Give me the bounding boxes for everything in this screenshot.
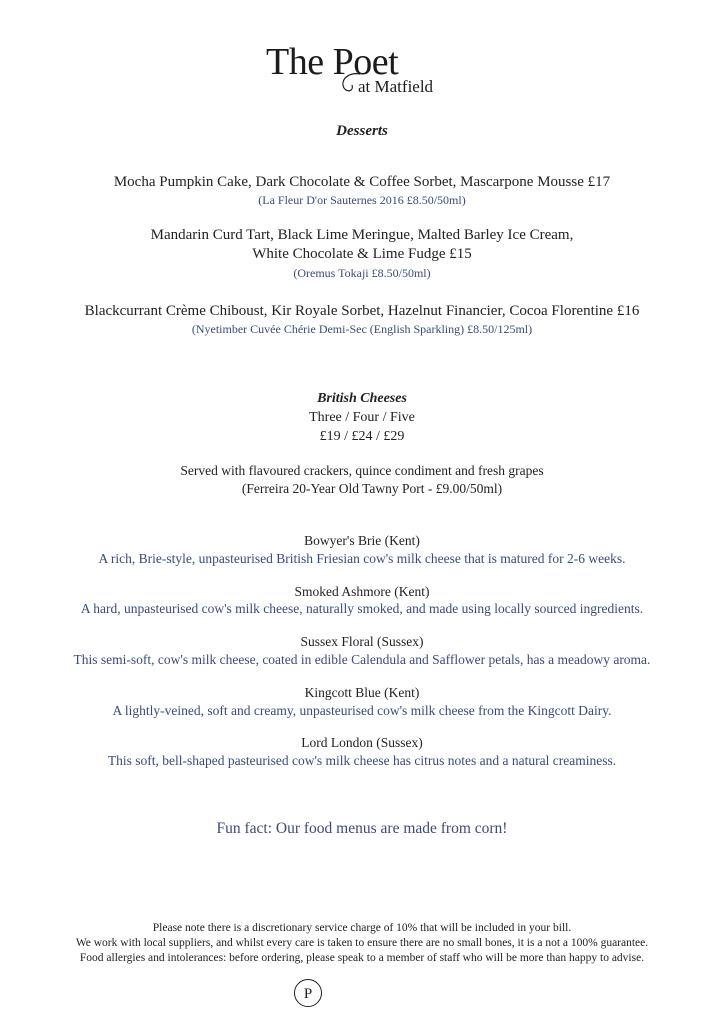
fun-fact: Fun fact: Our food menus are made from corn! [216,820,508,837]
dessert-item-2-line-1: Mandarin Curd Tart, Black Lime Meringue, Malted Barley Ice Cream, [150,227,574,243]
cheese-desc-3: This semi-soft, cow's milk cheese, coated in edible Calendula and Safflower petals, has a meadowy aroma. [73,652,651,667]
cheese-served-with: Served with flavoured crackers, quince condiment and fresh grapes [180,463,544,478]
desserts-heading: Desserts [336,123,388,139]
dessert-item-3-pairing: (Nyetimber Cuvée Chérie Demi-Sec (English Sparkling) £8.50/125ml) [191,322,533,336]
dessert-item-1: Mocha Pumpkin Cake, Dark Chocolate & Coffee Sorbet, Mascarpone Mousse £17 [113,174,611,190]
dessert-item-2-line-2: White Chocolate & Lime Fudge £15 [252,246,472,262]
poet-seal-icon [293,978,323,1008]
seal-letter: P [303,986,313,1002]
suppliers-note: We work with local suppliers, and whilst every care is taken to ensure there are no small bones, it is a not a 100% guarantee. [75,937,649,949]
cheese-name-4: Kingcott Blue (Kent) [304,685,420,700]
dessert-item-3: Blackcurrant Crème Chiboust, Kir Royale Sorbet, Hazelnut Financier, Cocoa Florentine £16 [84,303,640,319]
logo [0,40,724,100]
dessert-item-2-pairing: (Oremus Tokaji £8.50/50ml) [293,266,431,280]
cheese-desc-2: A hard, unpasteurised cow's milk cheese, naturally smoked, and made using locally sourced ingredients. [80,601,644,616]
cheese-desc-5: This soft, bell-shaped pasteurised cow's milk cheese has citrus notes and a natural creaminess. [107,753,617,768]
logo-subtitle: at Matfield [358,77,434,96]
cheese-name-2: Smoked Ashmore (Kent) [294,584,430,599]
cheese-sizes: Three / Four / Five [309,410,415,425]
cheese-name-3: Sussex Floral (Sussex) [300,634,424,649]
cheese-prices: £19 / £24 / £29 [319,429,405,444]
service-charge-note: Please note there is a discretionary service charge of 10% that will be included in your bill. [152,922,572,934]
logo-title: The Poet [266,41,399,83]
allergies-note: Food allergies and intolerances: before ordering, please speak to a member of staff who will be more than happy to advise. [79,952,645,964]
cheeses-heading: British Cheeses [317,391,407,406]
cheese-pairing: (Ferreira 20-Year Old Tawny Port - £9.00/50ml) [241,481,503,496]
cheese-desc-4: A lightly-veined, soft and creamy, unpasteurised cow's milk cheese from the Kingcott Dairy. [112,703,612,718]
dessert-item-1-pairing: (La Fleur D'or Sauternes 2016 £8.50/50ml) [258,193,466,207]
cheese-desc-1: A rich, Brie-style, unpasteurised British Friesian cow's milk cheese that is matured for 2-6 weeks. [98,551,626,566]
cheese-name-5: Lord London (Sussex) [301,735,423,750]
cheese-name-1: Bowyer's Brie (Kent) [304,533,420,548]
